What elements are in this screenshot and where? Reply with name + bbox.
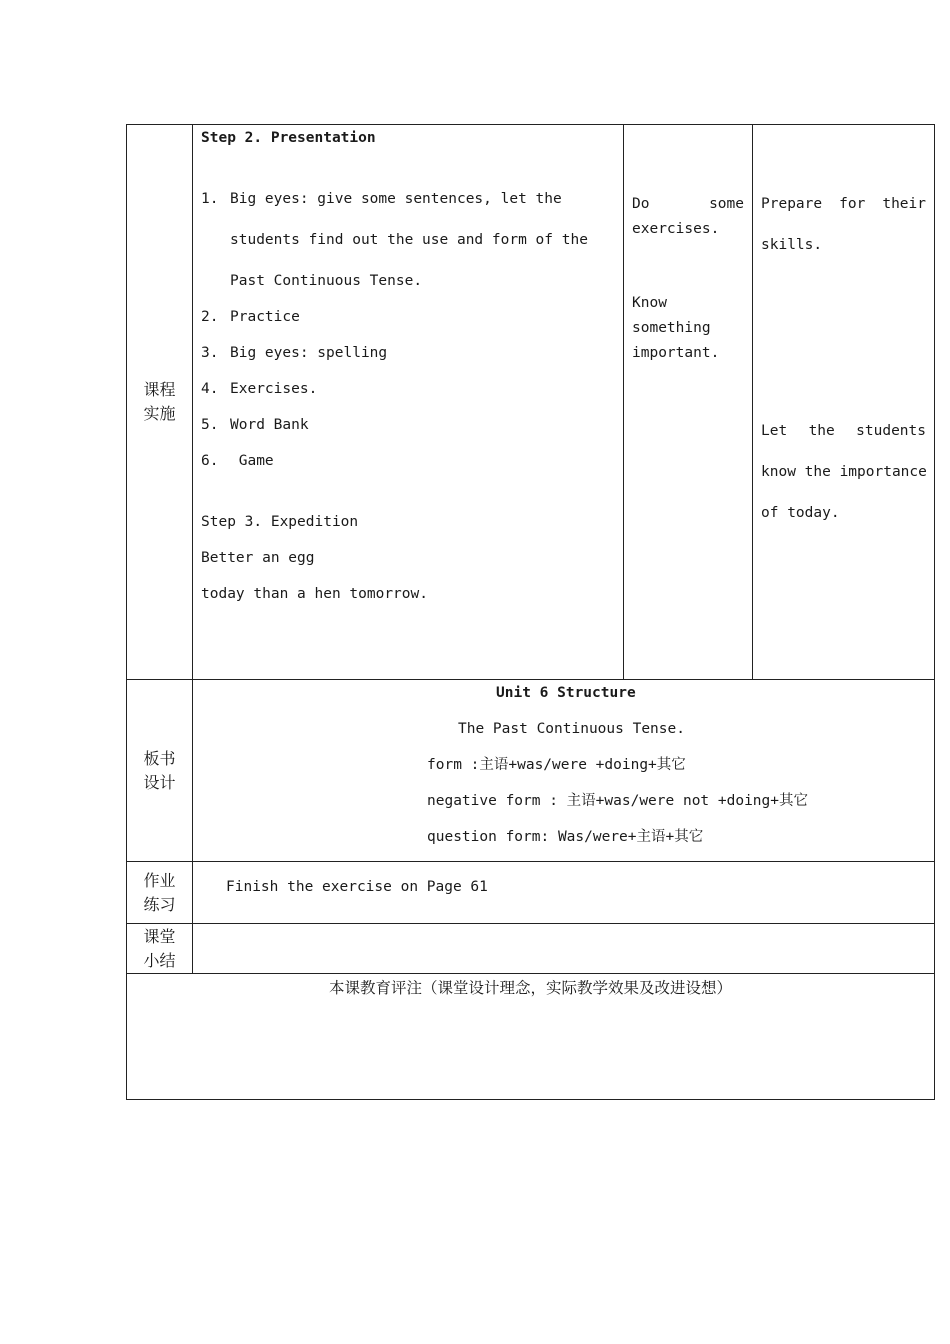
activity-line-4: something xyxy=(632,320,711,336)
implementation-label xyxy=(127,125,193,680)
label-line-2: 实施 xyxy=(143,404,176,423)
evaluation-row xyxy=(127,974,935,1100)
board-title: Unit 6 Structure xyxy=(496,685,636,701)
label-line-1: 板书 xyxy=(143,748,176,768)
lesson-plan-document xyxy=(126,124,934,1100)
label-line-1: 作业 xyxy=(143,870,176,890)
activity-line-3: Know xyxy=(632,295,667,311)
intent-line-1: Prepare for their xyxy=(761,196,926,212)
board-design-row xyxy=(127,680,935,862)
homework-content-cell xyxy=(193,862,935,924)
board-content-cell xyxy=(193,680,935,862)
board-label xyxy=(127,680,193,862)
evaluation-title: 本课教育评注（课堂设计理念，实际教学效果及改进设想） xyxy=(328,979,732,997)
evaluation-cell xyxy=(127,974,935,1100)
item-2-text: Practice xyxy=(230,309,300,325)
item-1-line-1: Big eyes: give some sentences, let the xyxy=(230,191,562,207)
label-line-1: 课程 xyxy=(143,380,176,399)
board-line-form: form :主语+was/were +doing+其它 xyxy=(427,757,686,773)
step2-title: Step 2. Presentation xyxy=(201,130,376,146)
item-3-text: Big eyes: spelling xyxy=(230,345,388,361)
item-3-num: 3. xyxy=(201,345,219,361)
item-1-line-3: Past Continuous Tense. xyxy=(230,273,423,289)
item-4-num: 4. xyxy=(201,381,219,397)
item-4-text: Exercises. xyxy=(230,381,318,397)
label-line-2: 小结 xyxy=(143,950,176,970)
label-line-2: 设计 xyxy=(143,772,176,792)
item-2-num: 2. xyxy=(201,309,219,325)
item-1-line-2: students find out the use and form of the xyxy=(230,232,588,248)
summary-content-cell xyxy=(193,924,935,974)
student-activity-cell xyxy=(624,125,753,680)
activity-line-1: Do some xyxy=(632,196,744,212)
summary-row xyxy=(127,924,935,974)
step3-line-1: Better an egg xyxy=(201,550,315,566)
summary-label xyxy=(127,924,193,974)
intent-line-2: skills. xyxy=(761,237,823,253)
activity-line-2: exercises. xyxy=(632,221,720,237)
intent-line-5: of today. xyxy=(761,505,840,521)
board-subtitle: The Past Continuous Tense. xyxy=(458,721,685,737)
step3-title: Step 3. Expedition xyxy=(201,514,359,530)
board-line-question: question form: Was/were+主语+其它 xyxy=(427,829,704,845)
homework-row xyxy=(127,862,935,924)
item-5-num: 5. xyxy=(201,417,219,433)
intent-line-4: know the importance xyxy=(761,464,927,480)
intent-line-3: Let the students xyxy=(761,423,926,439)
procedure-cell xyxy=(193,125,624,680)
label-line-1: 课堂 xyxy=(143,926,176,946)
lesson-plan-table xyxy=(126,124,935,1100)
activity-line-5: important. xyxy=(632,345,720,361)
label-line-2: 练习 xyxy=(143,894,176,914)
design-intent-cell xyxy=(753,125,935,680)
item-1-num: 1. xyxy=(201,191,219,207)
item-6-text: Game xyxy=(230,453,274,469)
implementation-row xyxy=(127,125,935,680)
board-line-negative: negative form : 主语+was/were not +doing+其它 xyxy=(427,793,808,809)
item-6-num: 6. xyxy=(201,453,219,469)
homework-text: Finish the exercise on Page 61 xyxy=(226,879,488,895)
item-5-text: Word Bank xyxy=(230,417,309,433)
homework-label xyxy=(127,862,193,924)
step3-line-2: today than a hen tomorrow. xyxy=(201,586,428,602)
